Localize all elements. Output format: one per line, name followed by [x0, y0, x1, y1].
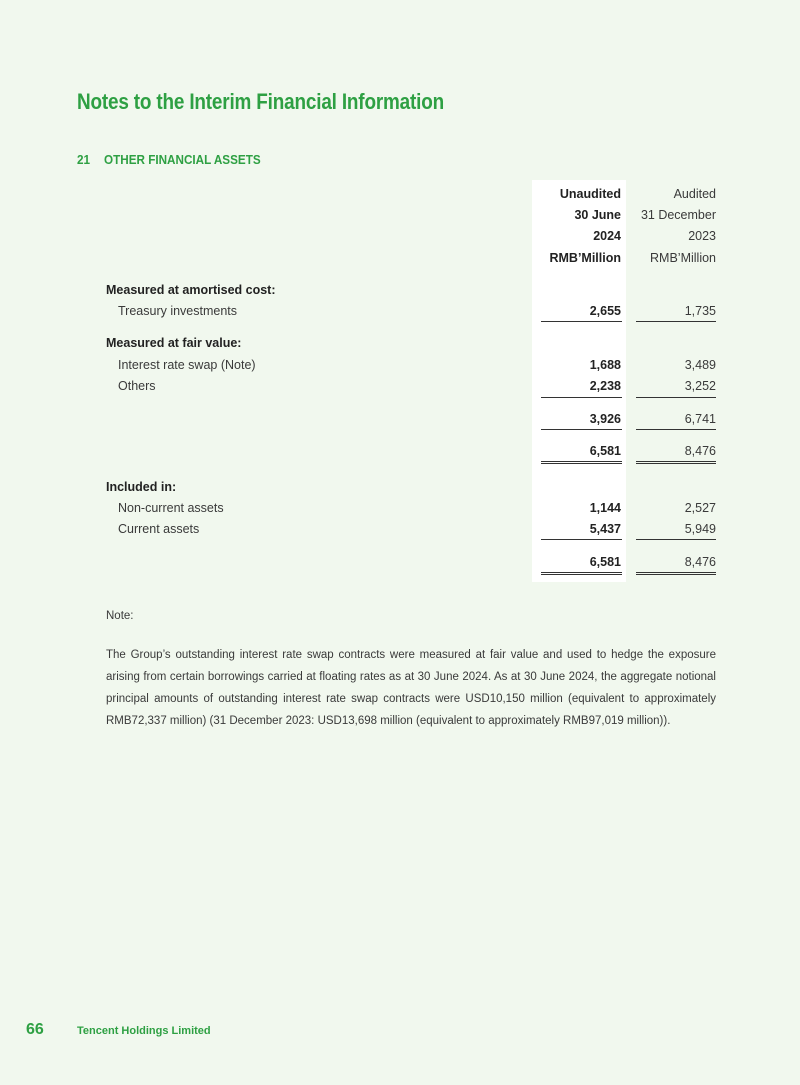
- current-status: Unaudited: [559, 187, 621, 201]
- total-row: [0, 555, 800, 573]
- page-number: 66: [26, 1021, 44, 1038]
- prior-year: 2023: [688, 229, 716, 243]
- double-underline: [541, 461, 622, 464]
- prior-value: 3,252: [684, 379, 716, 393]
- prior-value: 3,489: [684, 358, 716, 372]
- row-label: Others: [118, 379, 156, 393]
- page-title: Notes to the Interim Financial Information: [77, 89, 445, 114]
- column-header-status: [0, 187, 800, 205]
- included-header-row: [0, 480, 800, 498]
- row-label: Non-current assets: [118, 501, 224, 515]
- prior-value: 1,735: [684, 304, 716, 318]
- prior-value: 6,741: [684, 412, 716, 426]
- current-value: 1,144: [589, 501, 621, 515]
- section-number: 21: [77, 152, 91, 167]
- prior-value: 5,949: [684, 522, 716, 536]
- section-heading: [77, 152, 261, 167]
- prior-unit: RMB’Million: [650, 251, 716, 265]
- current-date: 30 June: [574, 208, 621, 222]
- column-header-date: [0, 208, 800, 226]
- current-value: 6,581: [589, 444, 621, 458]
- current-value: 2,655: [589, 304, 621, 318]
- underline: [541, 539, 622, 540]
- note-label: Note:: [106, 610, 134, 622]
- fair-value-header: Measured at fair value:: [106, 336, 242, 350]
- prior-value: 8,476: [684, 444, 716, 458]
- section-title: OTHER FINANCIAL ASSETS: [104, 152, 261, 167]
- current-value: 3,926: [589, 412, 621, 426]
- prior-value: 8,476: [684, 555, 716, 569]
- amortised-cost-header-row: [0, 283, 800, 301]
- underline: [636, 539, 716, 540]
- current-value: 2,238: [589, 379, 621, 393]
- table-row: [0, 522, 800, 540]
- underline: [541, 321, 622, 322]
- fair-value-header-row: [0, 336, 800, 354]
- table-row: [0, 358, 800, 376]
- row-label: Current assets: [118, 522, 200, 536]
- underline: [636, 429, 716, 430]
- current-value: 1,688: [589, 358, 621, 372]
- amortised-cost-header: Measured at amortised cost:: [106, 283, 276, 297]
- note-text: The Group’s outstanding interest rate swap contracts were measured at fair value and used to hedge the exposure arising from certain borrowings carried at floating rates as at 30 June 2024. As at 30 June 2024, the aggregate notional principal amounts of outstanding interest rate swap contracts were USD10,150 million (equivalent to approximately RMB72,337 million) (31 December 2023: USD13,698 million (equivalent to approximately RMB97,019 million)).: [106, 649, 716, 727]
- total-row: [0, 444, 800, 462]
- prior-status: Audited: [673, 187, 716, 201]
- double-underline: [636, 461, 716, 464]
- prior-value: 2,527: [684, 501, 716, 515]
- underline: [541, 397, 622, 398]
- column-header-year: [0, 229, 800, 247]
- included-header: Included in:: [106, 480, 177, 494]
- current-value: 5,437: [589, 522, 621, 536]
- table-row: [0, 379, 800, 397]
- double-underline: [636, 572, 716, 575]
- prior-date: 31 December: [640, 208, 716, 222]
- current-value: 6,581: [589, 555, 621, 569]
- table-row: [0, 501, 800, 519]
- column-header-unit: [0, 251, 800, 269]
- underline: [636, 397, 716, 398]
- company-name: Tencent Holdings Limited: [77, 1025, 211, 1037]
- table-row: [0, 304, 800, 322]
- current-year: 2024: [593, 229, 621, 243]
- current-unit: RMB’Million: [549, 251, 621, 265]
- underline: [541, 429, 622, 430]
- row-label: Interest rate swap (Note): [118, 358, 256, 372]
- underline: [636, 321, 716, 322]
- subtotal-row: [0, 412, 800, 430]
- double-underline: [541, 572, 622, 575]
- row-label: Treasury investments: [118, 304, 238, 318]
